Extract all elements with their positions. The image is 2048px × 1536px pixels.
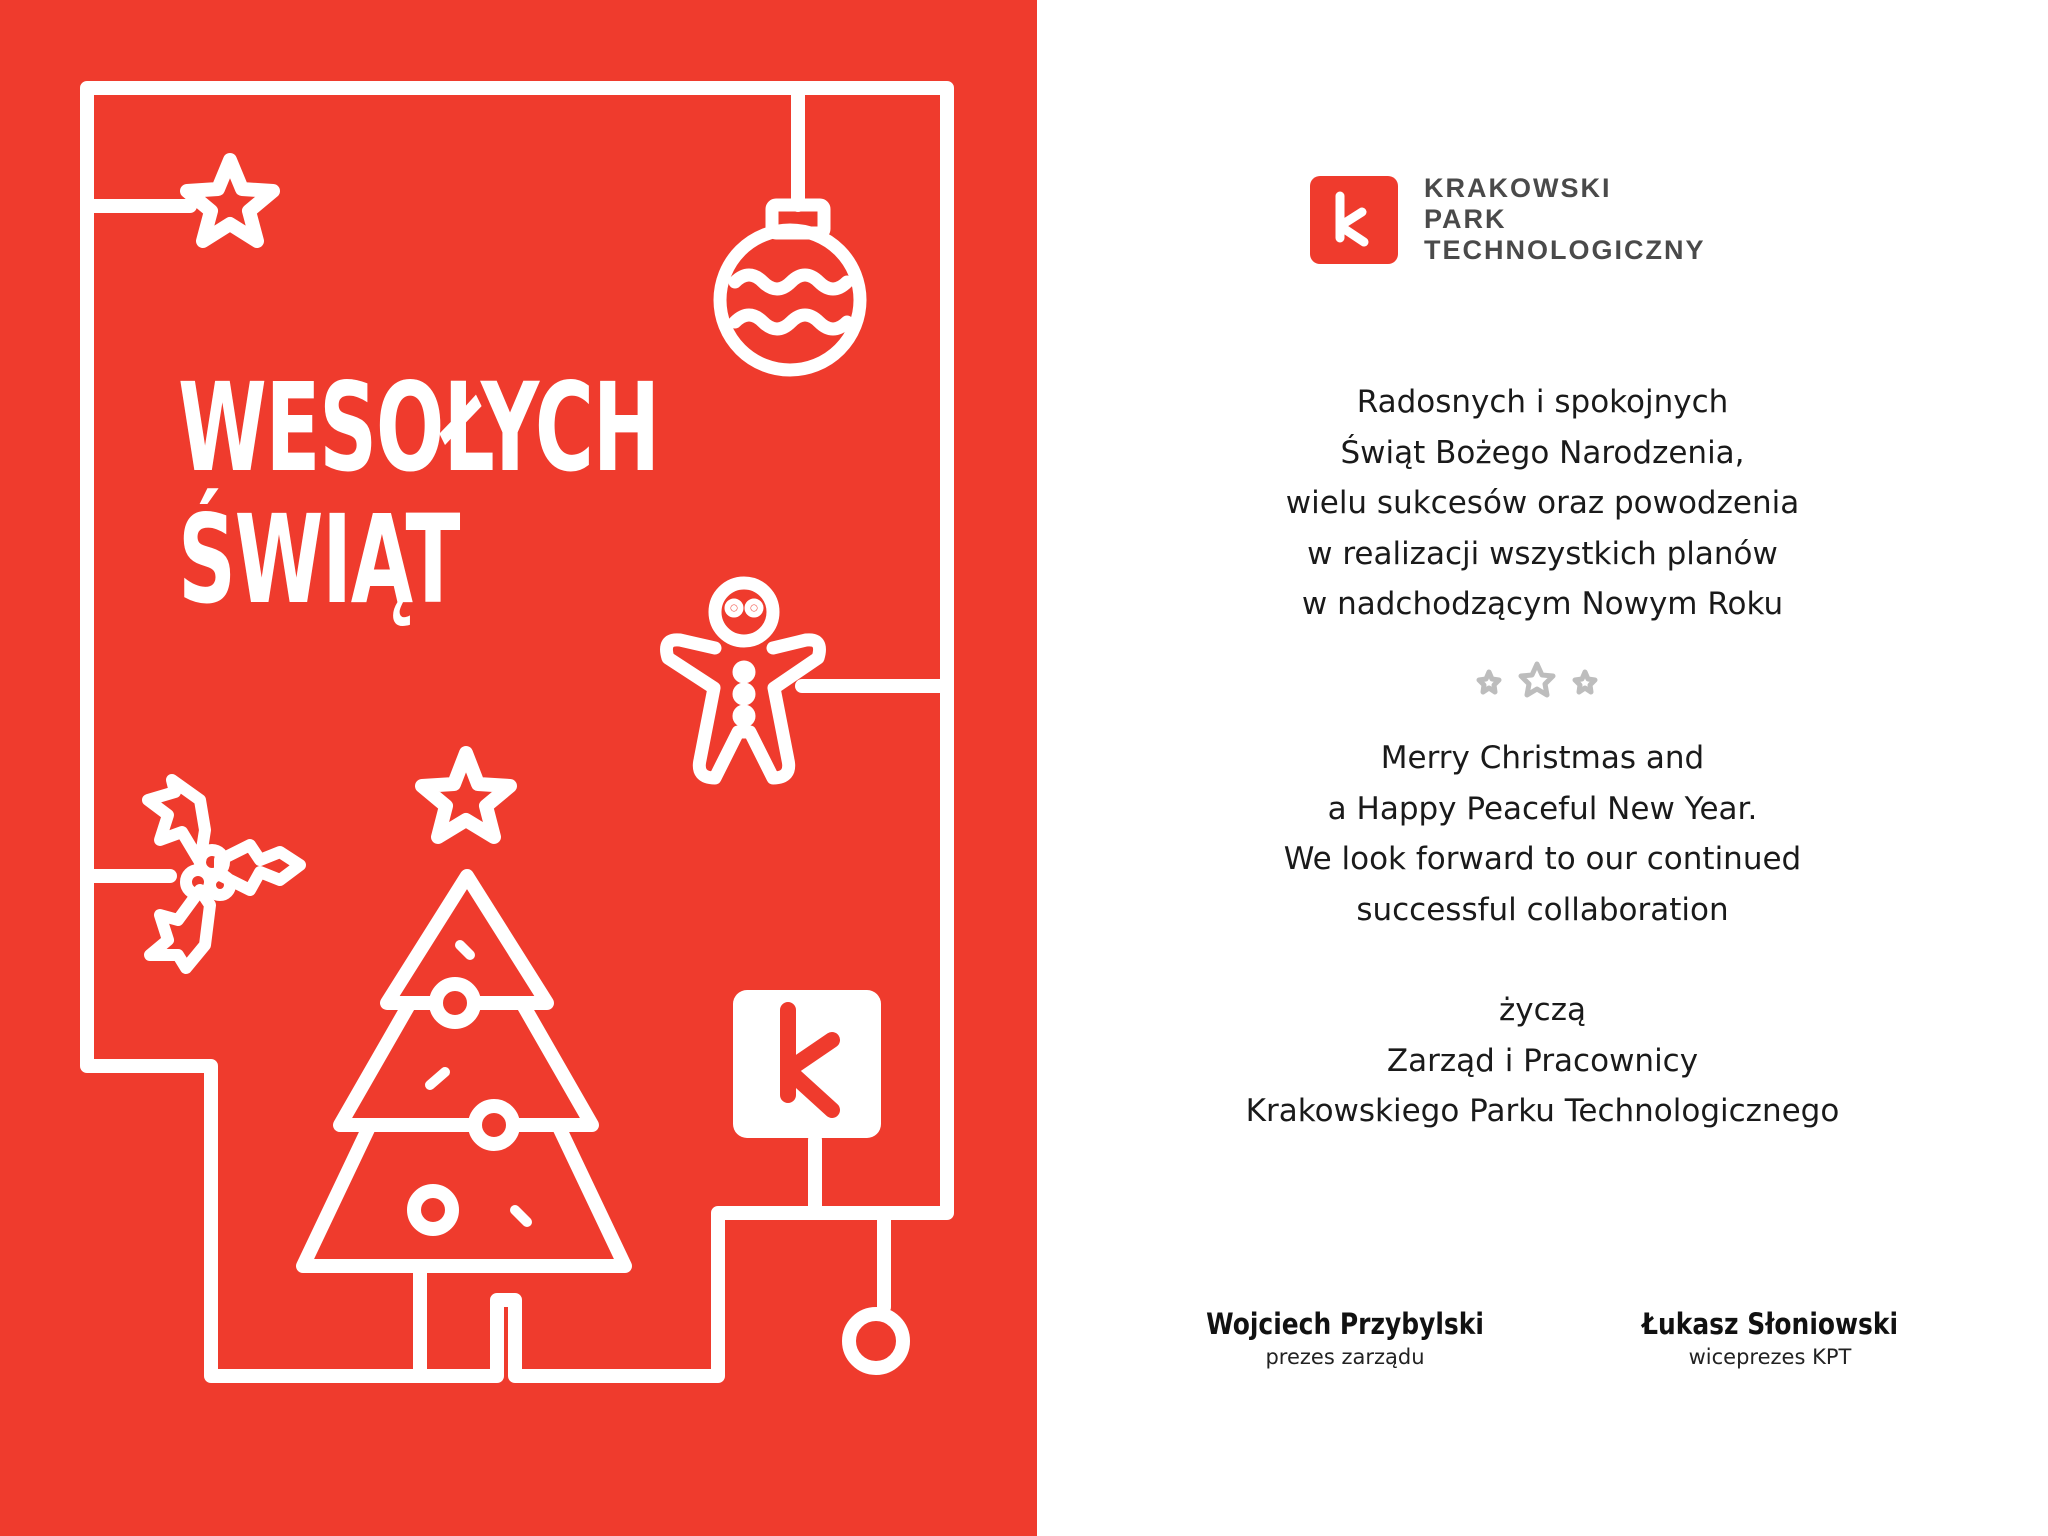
english-greeting xyxy=(1037,733,2048,935)
signature-role: prezes zarządu xyxy=(1265,1345,1425,1369)
signature-block xyxy=(1550,1305,1990,1371)
message-line: Merry Christmas and xyxy=(1380,740,1705,776)
kpt-k-icon xyxy=(1310,176,1398,264)
signature-block xyxy=(1125,1305,1565,1371)
three-stars-icon xyxy=(1467,658,1607,704)
message-line: Świąt Bożego Narodzenia, xyxy=(1340,434,1745,471)
message-line: w nadchodzącym Nowym Roku xyxy=(1301,586,1784,622)
christmas-tree-icon xyxy=(303,753,625,1376)
message-line: successful collaboration xyxy=(1356,891,1729,928)
sign-off-line: Zarząd i Pracownicy xyxy=(1386,1042,1699,1079)
greeting-line: ŚWIĄT xyxy=(178,489,460,631)
bauble-icon xyxy=(720,205,860,370)
signature-name: Łukasz Słoniowski xyxy=(1641,1307,1899,1341)
star-icon xyxy=(187,160,273,241)
logo-line: KRAKOWSKI xyxy=(1424,173,1612,203)
signature-role: wiceprezes KPT xyxy=(1688,1345,1852,1369)
gingerbread-man-icon xyxy=(667,583,820,778)
greeting-title xyxy=(178,357,659,631)
kpt-logo-icon xyxy=(733,990,881,1138)
logo-wordmark xyxy=(1424,173,1706,266)
message-line: We look forward to our continued xyxy=(1283,841,1802,877)
kpt-logo xyxy=(1310,173,1770,269)
greeting-line: WESOŁYCH xyxy=(178,357,659,499)
message-line: wielu sukcesów oraz powodzenia xyxy=(1285,485,1800,521)
sign-off-line: życzą xyxy=(1499,992,1586,1028)
message-line: a Happy Peaceful New Year. xyxy=(1327,790,1758,827)
logo-line: PARK xyxy=(1424,204,1507,234)
card-message-panel xyxy=(1037,0,2048,1536)
ring-ornament-icon xyxy=(849,1314,903,1368)
logo-line: TECHNOLOGICZNY xyxy=(1424,235,1706,265)
message-line: Radosnych i spokojnych xyxy=(1356,384,1729,420)
polish-greeting xyxy=(1037,377,2048,630)
sign-off xyxy=(1037,985,2048,1137)
sign-off-line: Krakowskiego Parku Technologicznego xyxy=(1245,1093,1840,1129)
message-line: w realizacji wszystkich planów xyxy=(1307,535,1778,572)
signature-name: Wojciech Przybylski xyxy=(1206,1307,1484,1341)
